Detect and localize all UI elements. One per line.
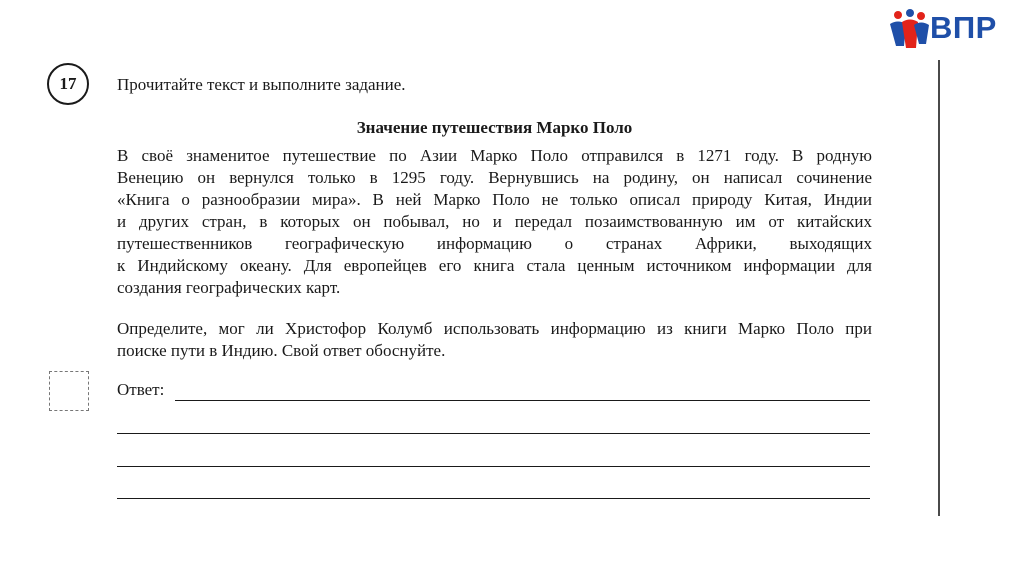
people-group-icon xyxy=(888,8,932,50)
answer-label: Ответ: xyxy=(117,380,165,399)
passage-line: и других стран, в которых он побывал, но и передал позаимствованную им от китайских xyxy=(117,212,872,231)
question xyxy=(117,318,872,362)
answer-line[interactable] xyxy=(117,498,870,499)
passage-line: путешественников географическую информацию о странах Африки, выходящих xyxy=(117,234,872,253)
task-number-badge: 17 xyxy=(47,63,89,105)
passage-line: к Индийскому океану. Для европейцев его книга стала ценным источником информации для xyxy=(117,256,872,275)
answer-line[interactable] xyxy=(117,466,870,467)
passage-line: создания географических карт. xyxy=(117,278,341,297)
score-box[interactable] xyxy=(49,371,89,411)
margin-rule xyxy=(938,60,940,516)
task-instruction: Прочитайте текст и выполните задание. xyxy=(117,75,406,94)
text-title: Значение путешествия Марко Поло xyxy=(356,118,633,137)
answer-line[interactable] xyxy=(117,433,870,434)
answer-line[interactable] xyxy=(175,400,870,401)
vpr-logo xyxy=(888,8,1012,50)
passage-line: «Книга о разнообразии мира». В ней Марко Поло не только описал природу Китая, Индии xyxy=(117,190,872,209)
passage xyxy=(117,145,872,299)
question-line: поиске пути в Индию. Свой ответ обоснуйте. xyxy=(117,341,446,360)
question-line: Определите, мог ли Христофор Колумб использовать информацию из книги Марко Поло при xyxy=(117,319,872,338)
passage-line: В своё знаменитое путешествие по Азии Марко Поло отправился в 1271 году. В родную xyxy=(117,146,872,165)
logo-text: ВПР xyxy=(930,10,997,45)
passage-line: Венецию он вернулся только в 1295 году. Вернувшись на родину, он написал сочинение xyxy=(117,168,872,187)
